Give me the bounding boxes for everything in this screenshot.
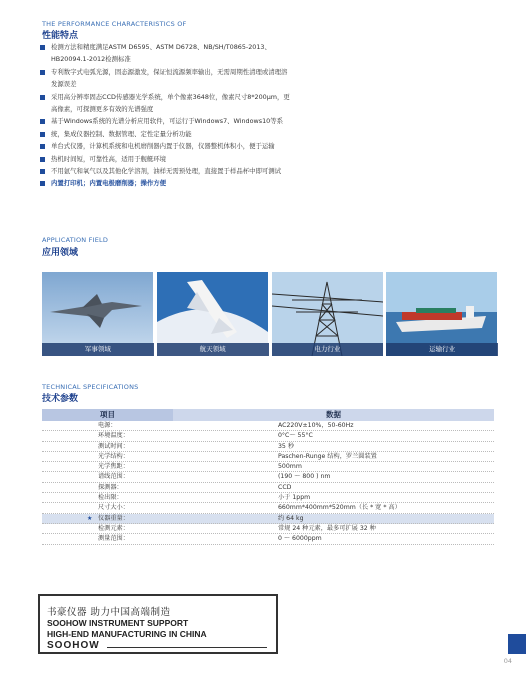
bullet-square-icon <box>40 144 45 149</box>
spec-key-cell <box>42 503 173 512</box>
performance-heading-cn: 性能特点 <box>42 31 79 41</box>
spec-key: 光学焦距： <box>98 463 129 471</box>
application-label: 航天领域 <box>157 343 269 356</box>
bullet-square-icon <box>40 181 45 186</box>
specs-heading-en: TECHNICAL SPECIFICATIONS <box>42 383 139 391</box>
performance-item <box>40 66 340 78</box>
performance-item-text: 采用高分辨率固态CCD传感器光学系统，单个像素3648位，像素尺寸8*200μm，更 <box>51 92 290 101</box>
application-heading-en: APPLICATION FIELD <box>42 236 109 244</box>
spec-row <box>42 503 494 513</box>
spec-value: 常规 24 种元素，最多可扩展 32 种 <box>278 524 376 532</box>
application-power <box>272 272 384 356</box>
spec-row <box>42 472 494 482</box>
spec-value: 小于 1ppm <box>278 494 311 502</box>
performance-item <box>40 78 340 90</box>
spec-row <box>42 514 494 524</box>
performance-item-text: 基于Windows系统的光谱分析应用软件，可运行于Windows7、Windows10等系 <box>51 117 283 126</box>
performance-item-text: HB20094.1-2012检测标准 <box>51 55 131 64</box>
bullet-square-icon <box>40 157 45 162</box>
spec-row <box>42 534 494 544</box>
spec-key-cell <box>42 421 173 430</box>
performance-item <box>40 140 340 152</box>
spec-key: 仪器重量： <box>98 514 129 522</box>
spec-key: 探测器： <box>98 483 123 491</box>
spec-key: 光学结构： <box>98 452 129 460</box>
spec-value: AC220V±10%，50-60Hz <box>278 422 354 429</box>
application-aerospace <box>157 272 269 356</box>
performance-item <box>40 128 340 140</box>
bullet-square-icon <box>40 132 45 137</box>
spec-value: Paschen-Runge 结构，罗兰圆装置 <box>278 452 377 460</box>
performance-heading-en: THE PERFORMANCE CHARACTERISTICS OF <box>42 20 187 28</box>
application-label: 军事领域 <box>42 343 154 356</box>
soohow-logo: SOOHOW <box>47 640 100 651</box>
spec-row <box>42 431 494 441</box>
star-icon: ★ <box>87 514 93 522</box>
spec-row <box>42 493 494 503</box>
slogan-en-line2: HIGH-END MANUFACTURING IN CHINA <box>47 629 207 639</box>
performance-item-text: 内置打印机；内置电极磨削器；操作方便 <box>51 179 167 188</box>
spec-row <box>42 452 494 462</box>
spec-col-data: 数据 <box>173 409 494 421</box>
performance-item <box>40 41 340 53</box>
slogan-cn: 书豪仪器 助力中国高端制造 <box>47 607 171 618</box>
application-label: 运输行业 <box>386 343 498 356</box>
spec-key-cell <box>42 442 173 451</box>
spec-row <box>42 421 494 431</box>
spec-row <box>42 462 494 472</box>
specs-heading-cn: 技术参数 <box>42 394 79 404</box>
page-tab <box>508 634 526 654</box>
performance-item-text: 高像素，可探测更多有效的光谱强度 <box>51 105 154 114</box>
spec-key: 环境温度： <box>98 432 129 440</box>
spec-row <box>42 442 494 452</box>
spec-key: 尺寸大小： <box>98 504 129 512</box>
performance-item-text: 不用氩气和氧气以及其他化学溶剂，油样无需预处理，直接置于样品杯中即可测试 <box>51 167 282 176</box>
spec-key-cell <box>42 483 173 492</box>
spec-key-cell <box>42 493 173 502</box>
performance-item <box>40 53 340 65</box>
spec-key-cell <box>42 462 173 471</box>
spec-value: 660mm*400mm*520mm（长 * 宽 * 高） <box>278 504 401 512</box>
spec-key-cell <box>42 524 173 533</box>
spec-col-item: 项目 <box>42 409 173 421</box>
spec-value: 500mm <box>278 463 302 471</box>
bullet-square-icon <box>40 45 45 50</box>
spec-table-header <box>42 409 494 421</box>
bullet-square-icon <box>40 169 45 174</box>
spec-key-cell <box>42 452 173 461</box>
spec-value: CCD <box>278 483 292 491</box>
spec-key-cell <box>42 514 173 523</box>
spec-key-cell <box>42 472 173 481</box>
performance-item <box>40 91 340 103</box>
performance-item <box>40 103 340 115</box>
performance-item-text: 专利数字式电弧光源，固态源激发，保证恒流源频率输出，无需周期性清理或清理溶 <box>51 67 288 76</box>
performance-item-text: 发源误差 <box>51 80 77 89</box>
spec-key-cell <box>42 431 173 440</box>
spec-key: 检出限： <box>98 494 123 502</box>
performance-item-text: 检测方法和精度满足ASTM D6595、ASTM D6728、NB/SH/T0865-2013、 <box>51 43 271 51</box>
spec-key: 测试时间： <box>98 442 129 450</box>
performance-item <box>40 177 340 189</box>
spec-value: (190 ～ 800 ) nm <box>278 473 331 481</box>
performance-item-text: 统，集成仪器控制、数据管理、定性定量分析功能 <box>51 129 192 138</box>
page-number: 04 <box>503 657 512 665</box>
spec-key: 测量范围： <box>98 535 129 543</box>
performance-item-text: 热机时间短，可靠性高，适用于舰艇环境 <box>51 154 167 163</box>
spec-row <box>42 483 494 493</box>
application-transport <box>386 272 498 356</box>
spec-key-cell <box>42 534 173 543</box>
spec-value: 0 ～ 6000ppm <box>278 535 322 543</box>
application-gallery <box>42 272 498 356</box>
spec-key: 检测元素： <box>98 524 129 532</box>
application-military <box>42 272 154 356</box>
spec-value: 35 秒 <box>278 442 295 450</box>
performance-item <box>40 115 340 127</box>
bullet-square-icon <box>40 119 45 124</box>
spec-row <box>42 524 494 534</box>
application-label: 电力行业 <box>272 343 384 356</box>
spec-key: 电源： <box>98 422 117 429</box>
application-heading-cn: 应用领域 <box>42 248 79 258</box>
bullet-square-icon <box>40 95 45 100</box>
slogan-en-line1: SOOHOW INSTRUMENT SUPPORT <box>47 618 189 628</box>
performance-item <box>40 153 340 165</box>
performance-item-text: 单台式仪器，计算机系统和电机磨削器内置于仪器，仪器整机体积小，便于运输 <box>51 142 275 151</box>
bullet-square-icon <box>40 70 45 75</box>
performance-list <box>40 41 340 190</box>
spec-key: 谱线范围： <box>98 473 129 481</box>
spec-table <box>42 409 494 545</box>
spec-value: 0°C～ 55°C <box>278 432 313 440</box>
spec-value: 约 64 kg <box>278 514 304 522</box>
logo-rule <box>107 647 267 648</box>
performance-item <box>40 165 340 177</box>
